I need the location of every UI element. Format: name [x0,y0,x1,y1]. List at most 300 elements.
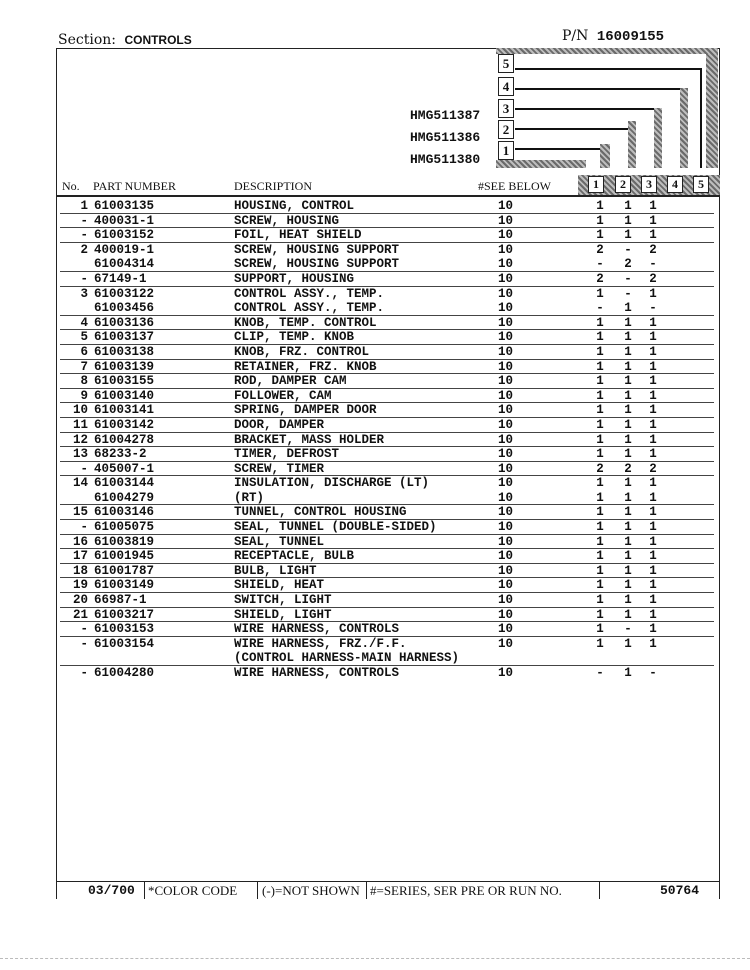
qty-2: 1 [624,476,632,491]
see-below: 10 [498,534,514,549]
qty-2: 1 [624,228,632,243]
header-rule [56,195,720,197]
qty-2: 2 [624,461,632,476]
qty-1: 1 [596,520,604,535]
see-below: 10 [498,330,514,345]
qty-3: 1 [649,549,657,564]
table-row [56,608,720,623]
description: FOIL, HEAT SHIELD [234,228,362,243]
qty-1: 1 [596,607,604,622]
see-below: 10 [498,666,514,680]
item-number: - [80,520,88,535]
part-number: 61003137 [94,330,155,345]
qty-1: 1 [596,417,604,432]
item-number: 11 [72,417,88,432]
description: RECEPTACLE, BULB [234,549,355,564]
series-bracket-band [706,54,718,168]
part-number: 61003140 [94,388,155,403]
qty-2: - [624,622,632,637]
qty-2: 1 [624,374,632,389]
qty-1: 1 [596,563,604,578]
see-below: 10 [498,242,514,257]
qty-3: 1 [649,447,657,462]
qty-3: 1 [649,388,657,403]
qty-2: - [624,286,632,301]
qty-3: 1 [649,432,657,447]
description: KNOB, TEMP. CONTROL [234,315,377,330]
item-number: - [80,666,88,680]
footer-legend [56,881,720,899]
part-number: 61003149 [94,578,155,593]
qty-2: 1 [624,432,632,447]
qty-2: 1 [624,534,632,549]
qty-3: 2 [649,461,657,476]
qty-1: 1 [596,344,604,359]
description: SUPPORT, HOUSING [234,271,355,286]
item-number: 4 [80,315,88,330]
qty-3: 1 [649,417,657,432]
description: ROD, DAMPER CAM [234,374,347,389]
qty-1: 1 [596,388,604,403]
qty-1: 1 [596,505,604,520]
description: HOUSING, CONTROL [234,199,355,213]
qty-1: - [596,301,604,316]
see-below: 10 [498,315,514,330]
part-number: 61004280 [94,666,155,680]
qty-3: 1 [649,199,657,213]
item-number: - [80,228,88,243]
qty-header-2: 2 [615,176,631,193]
table-row [56,418,720,433]
see-below: 10 [498,549,514,564]
footer-series: #=SERIES, SER PRE OR RUN NO. [370,883,562,898]
item-number: - [80,213,88,228]
qty-2: 1 [624,403,632,418]
table-row [56,199,720,214]
qty-header-5: 5 [693,176,709,193]
series-box-2: 2 [498,120,514,139]
series-bracket-line-3 [515,108,659,110]
description: BRACKET, MASS HOLDER [234,432,385,447]
description: (CONTROL HARNESS-MAIN HARNESS) [234,651,460,666]
series-bracket-line-5 [515,68,700,70]
qty-3: - [649,301,657,316]
part-number: 61001945 [94,549,155,564]
part-number: 61003122 [94,286,155,301]
item-number: 2 [80,242,88,257]
item-number: 10 [72,403,88,418]
col-see-below: #SEE BELOW [478,179,551,193]
table-row [56,360,720,375]
section-title [58,32,192,48]
pn-label: P/N [562,28,589,44]
table-row [56,272,720,287]
see-below: 10 [498,417,514,432]
qty-3: 1 [649,622,657,637]
qty-1: 1 [596,199,604,213]
part-number: 61004279 [94,490,155,505]
qty-1: 1 [596,578,604,593]
item-number: 3 [80,286,88,301]
item-number: 17 [72,549,88,564]
part-number: 67149-1 [94,271,147,286]
see-below: 10 [498,593,514,608]
series-bracket-line-1 [515,148,607,150]
see-below: 10 [498,213,514,228]
description: TIMER, DEFROST [234,447,340,462]
description: SCREW, HOUSING [234,213,340,228]
description: INSULATION, DISCHARGE (LT) [234,476,430,491]
qty-2: 1 [624,607,632,622]
see-below: 10 [498,286,514,301]
qty-1: 1 [596,374,604,389]
column-header-row [56,175,720,195]
series-bracket-line-2 [515,128,633,130]
part-number: 61004278 [94,432,155,447]
table-row [56,578,720,593]
qty-2: 1 [624,213,632,228]
qty-1: 1 [596,549,604,564]
qty-1: 1 [596,315,604,330]
qty-3: 1 [649,344,657,359]
part-number: 61003139 [94,359,155,374]
qty-2: 1 [624,301,632,316]
item-number: 16 [72,534,88,549]
part-number: 61003141 [94,403,155,418]
table-row [56,651,720,666]
qty-3: 1 [649,563,657,578]
see-below: 10 [498,403,514,418]
part-number: 61003146 [94,505,155,520]
description: WIRE HARNESS, CONTROLS [234,666,400,680]
qty-2: 1 [624,520,632,535]
qty-2: 1 [624,315,632,330]
see-below: 10 [498,447,514,462]
item-number: 5 [80,330,88,345]
model-number: HMG511380 [410,152,481,167]
part-number-header [562,28,664,45]
part-number: 61003136 [94,315,155,330]
qty-header-1: 1 [588,176,604,193]
model-number: HMG511387 [410,108,481,123]
table-row [56,637,720,652]
item-number: 13 [72,447,88,462]
qty-1: 2 [596,242,604,257]
table-row [56,403,720,418]
series-box-1: 1 [498,141,514,160]
qty-1: 1 [596,476,604,491]
qty-3: 1 [649,286,657,301]
see-below: 10 [498,636,514,651]
item-number: - [80,622,88,637]
item-number: 6 [80,344,88,359]
description: SCREW, HOUSING SUPPORT [234,242,400,257]
series-bracket-line-1 [600,144,610,168]
see-below: 10 [498,490,514,505]
table-row [56,316,720,331]
footer-divider [257,882,258,899]
table-row [56,374,720,389]
footer-divider [144,882,145,899]
qty-2: 1 [624,417,632,432]
qty-2: 1 [624,666,632,680]
see-below: 10 [498,271,514,286]
qty-3: 2 [649,242,657,257]
part-number: 61003217 [94,607,155,622]
table-row [56,666,720,681]
part-number: 68233-2 [94,447,147,462]
table-row [56,593,720,608]
col-no: No. [62,179,80,193]
parts-table [56,199,720,681]
item-number: 18 [72,563,88,578]
qty-1: 1 [596,432,604,447]
qty-3: 1 [649,359,657,374]
qty-3: 1 [649,490,657,505]
item-number: 8 [80,374,88,389]
series-box-3: 3 [498,99,514,118]
part-number: 61004314 [94,257,155,272]
table-row [56,345,720,360]
item-number: - [80,461,88,476]
see-below: 10 [498,344,514,359]
series-box-5: 5 [498,54,514,73]
qty-3: 1 [649,315,657,330]
description: KNOB, FRZ. CONTROL [234,344,370,359]
footer-not-shown: (-)=NOT SHOWN [262,883,360,898]
table-row [56,520,720,535]
part-number: 61003138 [94,344,155,359]
table-row [56,491,720,506]
qty-2: 1 [624,344,632,359]
description: BULB, LIGHT [234,563,317,578]
qty-1: - [596,257,604,272]
item-number: 21 [72,607,88,622]
description: RETAINER, FRZ. KNOB [234,359,377,374]
qty-2: 1 [624,490,632,505]
part-number: 61005075 [94,520,155,535]
part-number: 405007-1 [94,461,155,476]
qty-1: 1 [596,359,604,374]
series-bracket-line-3 [654,108,662,168]
qty-2: 2 [624,257,632,272]
qty-3: 1 [649,374,657,389]
see-below: 10 [498,520,514,535]
footer-divider [599,882,600,899]
table-row [56,564,720,579]
description: CONTROL ASSY., TEMP. [234,286,385,301]
see-below: 10 [498,622,514,637]
table-row [56,462,720,477]
item-number: 9 [80,388,88,403]
qty-3: 1 [649,534,657,549]
qty-2: 1 [624,549,632,564]
see-below: 10 [498,432,514,447]
table-row [56,330,720,345]
footer-divider [366,882,367,899]
part-number: 61003153 [94,622,155,637]
part-number: 61003152 [94,228,155,243]
qty-1: 1 [596,490,604,505]
qty-3: 1 [649,593,657,608]
part-number: 61003456 [94,301,155,316]
qty-2: 1 [624,359,632,374]
see-below: 10 [498,228,514,243]
qty-2: 1 [624,578,632,593]
qty-1: 1 [596,447,604,462]
item-number: 12 [72,432,88,447]
series-bracket-band [496,160,586,168]
table-row [56,243,720,258]
description: DOOR, DAMPER [234,417,325,432]
qty-3: 1 [649,476,657,491]
qty-2: 1 [624,447,632,462]
part-number: 61003155 [94,374,155,389]
qty-2: 1 [624,330,632,345]
col-description: DESCRIPTION [234,179,313,193]
see-below: 10 [498,388,514,403]
qty-3: 1 [649,213,657,228]
qty-1: 2 [596,461,604,476]
description: SEAL, TUNNEL [234,534,325,549]
item-number: 7 [80,359,88,374]
description: WIRE HARNESS, CONTROLS [234,622,400,637]
description: SHIELD, LIGHT [234,607,332,622]
item-number: 20 [72,593,88,608]
table-row [56,622,720,637]
description: CLIP, TEMP. KNOB [234,330,355,345]
qty-2: 1 [624,388,632,403]
model-number: HMG511386 [410,130,481,145]
qty-3: 1 [649,505,657,520]
part-number: 400019-1 [94,242,155,257]
part-number: 61003142 [94,417,155,432]
see-below: 10 [498,374,514,389]
item-number: 1 [80,199,88,213]
table-row [56,549,720,564]
qty-3: 1 [649,228,657,243]
qty-1: 1 [596,622,604,637]
description: SHIELD, HEAT [234,578,325,593]
see-below: 10 [498,505,514,520]
series-bracket-line-5 [700,68,702,168]
series-bracket-line-2 [628,121,636,168]
see-below: 10 [498,359,514,374]
series-bracket-band [496,48,718,54]
table-row [56,228,720,243]
table-row [56,433,720,448]
qty-3: 1 [649,636,657,651]
qty-1: 1 [596,534,604,549]
qty-3: - [649,666,657,680]
description: SCREW, TIMER [234,461,325,476]
footer-page-code: 50764 [660,883,700,898]
see-below: 10 [498,578,514,593]
qty-2: 1 [624,563,632,578]
footer-color-code: *COLOR CODE [148,883,238,898]
qty-1: 1 [596,636,604,651]
description: SCREW, HOUSING SUPPORT [234,257,400,272]
col-part-number: PART NUMBER [93,179,176,193]
part-number: 61003135 [94,199,155,213]
qty-3: 2 [649,271,657,286]
part-number: 61003819 [94,534,155,549]
qty-header-4: 4 [667,176,683,193]
qty-1: - [596,666,604,680]
item-number: - [80,271,88,286]
table-row [56,535,720,550]
table-row [56,476,720,491]
item-number: 14 [72,476,88,491]
qty-1: 1 [596,593,604,608]
qty-2: 1 [624,636,632,651]
part-number: 61003144 [94,476,155,491]
see-below: 10 [498,301,514,316]
table-row [56,214,720,229]
item-number: 15 [72,505,88,520]
qty-2: - [624,242,632,257]
qty-3: - [649,257,657,272]
part-number: 400031-1 [94,213,155,228]
qty-1: 1 [596,403,604,418]
qty-3: 1 [649,607,657,622]
series-bracket-line-4 [515,88,685,90]
item-number: 19 [72,578,88,593]
description: TUNNEL, CONTROL HOUSING [234,505,407,520]
qty-2: 1 [624,505,632,520]
qty-3: 1 [649,330,657,345]
description: SWITCH, LIGHT [234,593,332,608]
qty-3: 1 [649,520,657,535]
table-row [56,257,720,272]
qty-3: 1 [649,403,657,418]
qty-3: 1 [649,578,657,593]
description: (RT) [234,490,265,505]
description: SPRING, DAMPER DOOR [234,403,377,418]
qty-2: 1 [624,593,632,608]
description: FOLLOWER, CAM [234,388,332,403]
scan-edge [0,958,750,960]
item-number: - [80,636,88,651]
table-row [56,287,720,302]
see-below: 10 [498,199,514,213]
description: SEAL, TUNNEL (DOUBLE-SIDED) [234,520,437,535]
table-row [56,389,720,404]
description: WIRE HARNESS, FRZ./F.F. [234,636,407,651]
qty-1: 1 [596,330,604,345]
see-below: 10 [498,461,514,476]
qty-1: 1 [596,213,604,228]
footer-date: 03/700 [88,883,135,898]
see-below: 10 [498,476,514,491]
see-below: 10 [498,607,514,622]
table-row [56,447,720,462]
description: CONTROL ASSY., TEMP. [234,301,385,316]
section-label: Section: [58,32,116,48]
series-box-4: 4 [498,77,514,96]
part-number: 66987-1 [94,593,147,608]
qty-1: 2 [596,271,604,286]
see-below: 10 [498,257,514,272]
table-row [56,505,720,520]
qty-2: - [624,271,632,286]
qty-2: 1 [624,199,632,213]
qty-header-3: 3 [641,176,657,193]
part-number: 61001787 [94,563,155,578]
qty-1: 1 [596,228,604,243]
section-value: CONTROLS [124,33,192,47]
part-number: 61003154 [94,636,155,651]
